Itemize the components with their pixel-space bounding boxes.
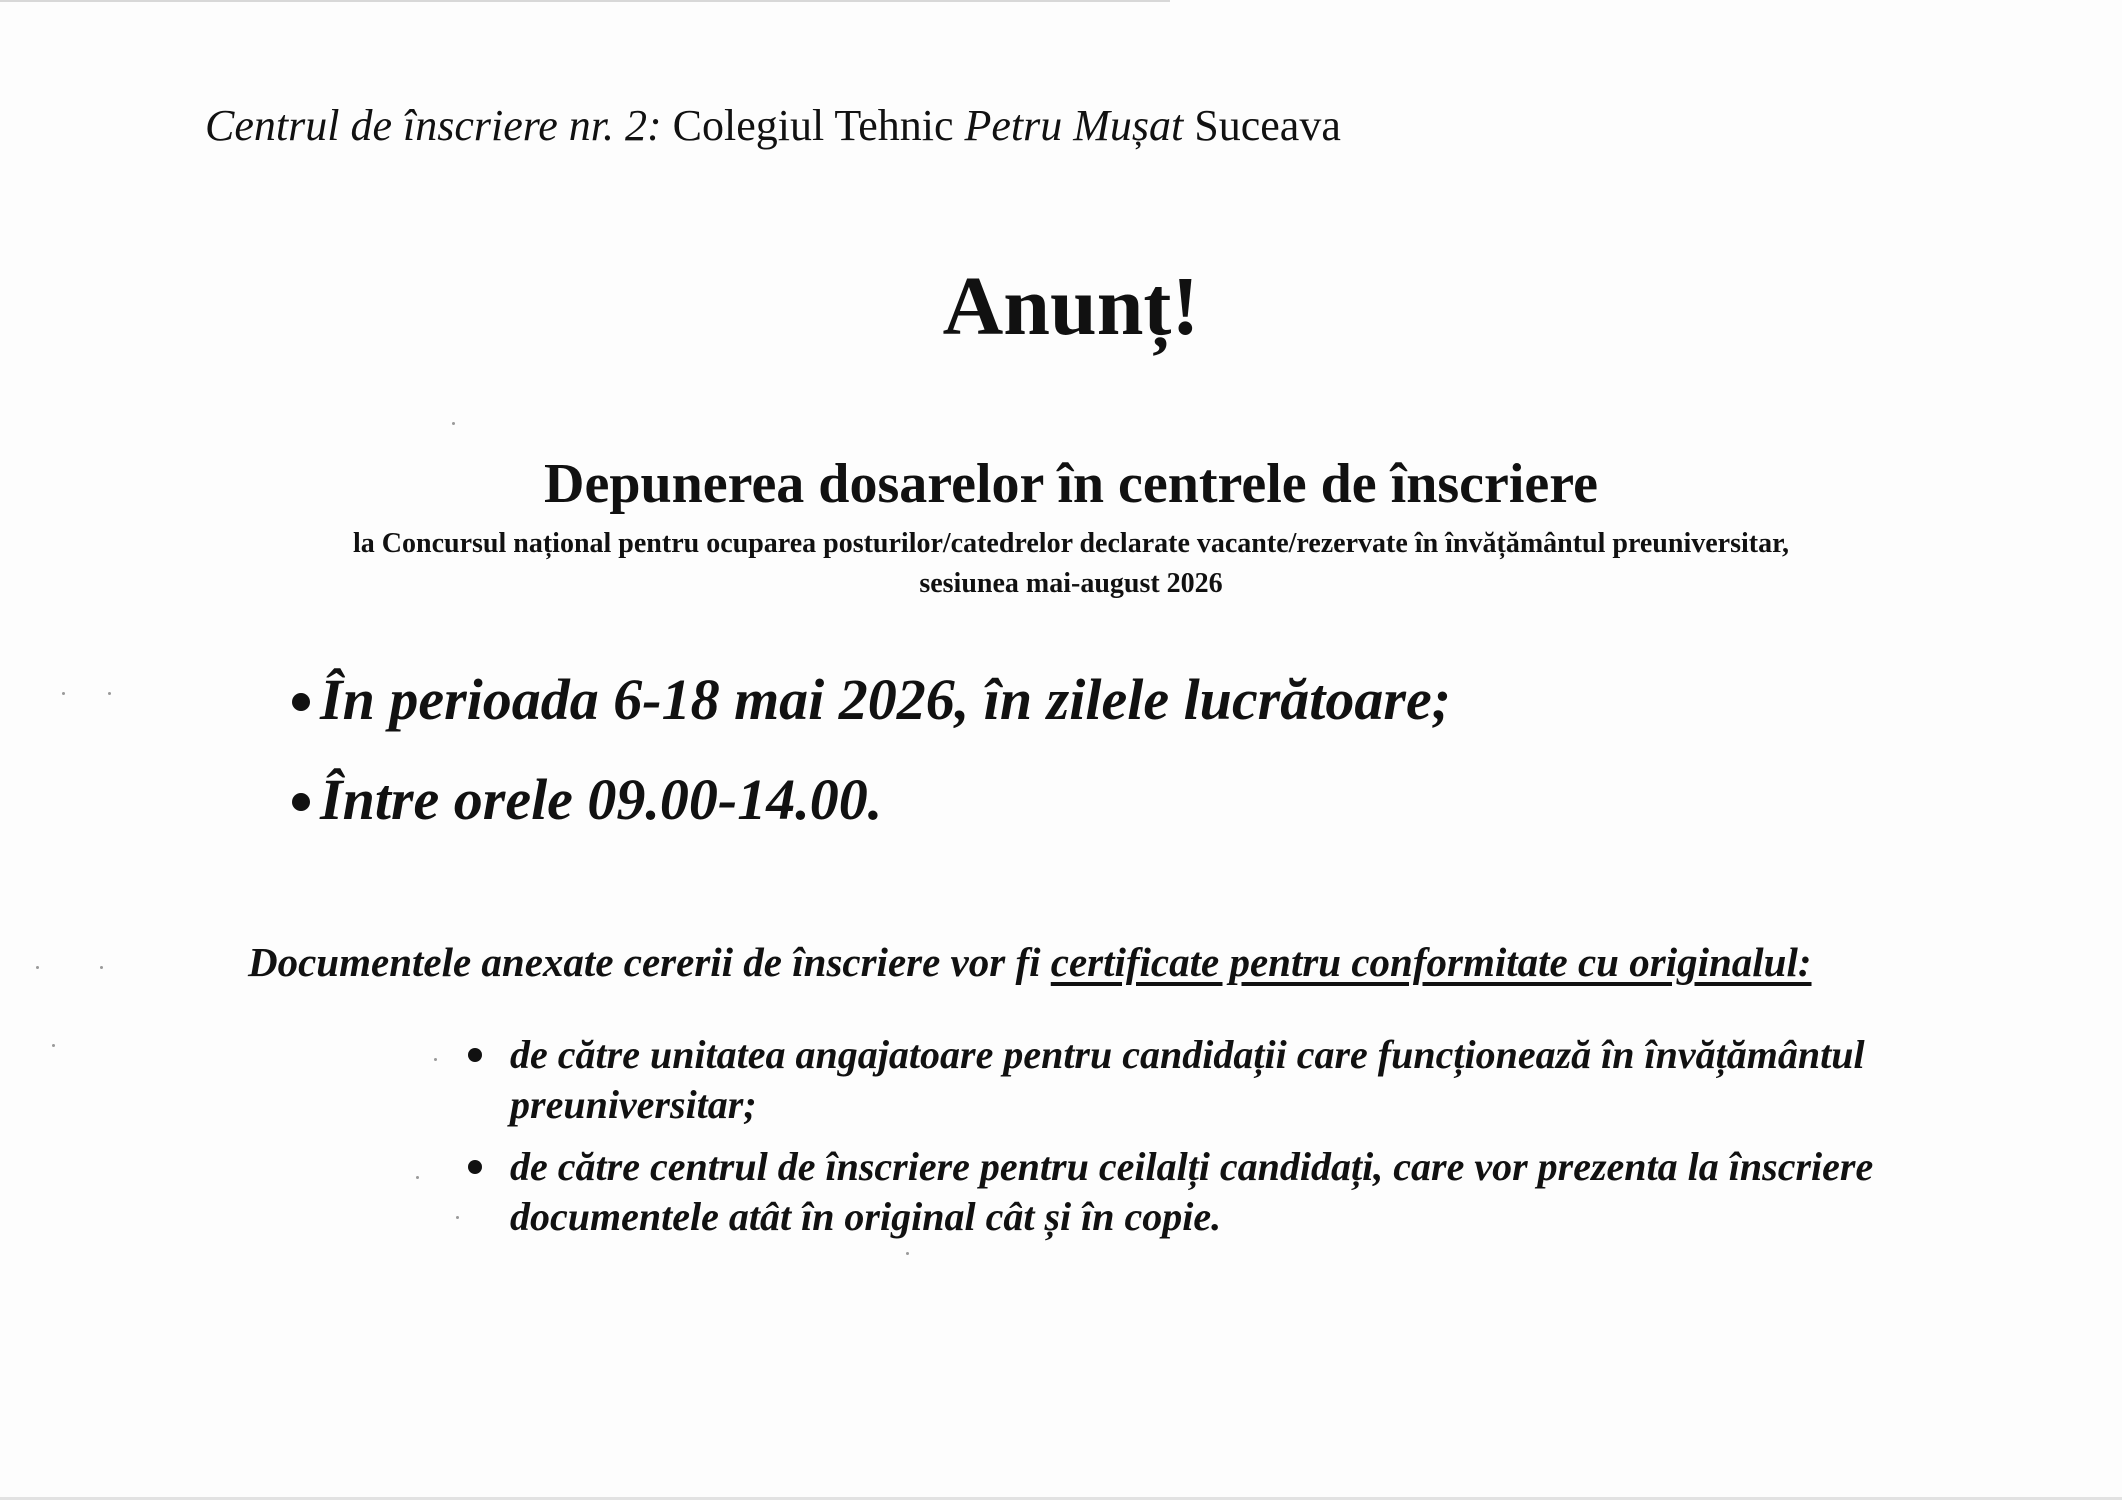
center-header [205, 100, 1341, 151]
session-line: sesiunea mai-august 2026 [919, 568, 1223, 599]
scan-speck [416, 1176, 419, 1179]
scan-edge-top [0, 0, 1170, 2]
scan-speck [452, 422, 455, 425]
contest-description: la Concursul național pentru ocuparea posturilor/catedrelor declarate vacante/rezervate în învățământul preuniversitar, [353, 528, 1789, 559]
schedule-period-text: În perioada 6-18 mai 2026, în zilele lucrătoare; [320, 667, 1451, 732]
school-name: Petru Mușat [964, 101, 1184, 150]
bullet-icon [468, 1048, 482, 1062]
certification-item-center [468, 1142, 2068, 1242]
scan-speck [906, 1252, 909, 1255]
bullet-icon [468, 1160, 482, 1174]
scan-speck [62, 692, 65, 695]
school-type: Colegiul Tehnic [672, 101, 954, 150]
bullet-icon [292, 793, 310, 811]
announcement-subtitle: Depunerea dosarelor în centrele de înscriere [544, 453, 1598, 515]
scan-speck [108, 692, 111, 695]
bullet-icon [292, 693, 310, 711]
schedule-hours-text: Între orele 09.00-14.00. [320, 767, 883, 832]
documents-certification: certificate pentru conformitate cu originalul: [1050, 939, 1812, 985]
documents-lead: Documentele anexate cererii de înscriere vor fi [248, 939, 1041, 985]
scan-speck [456, 1216, 459, 1219]
schedule-period [292, 650, 1451, 750]
certification-list [468, 1030, 2068, 1254]
documents-statement [248, 938, 1812, 986]
certification-item-text: de către centrul de înscriere pentru ceilalți candidați, care vor prezenta la înscriere documentele atât în original cât și în copie. [510, 1144, 1874, 1239]
certification-item-text: de către unitatea angajatoare pentru candidații care funcționează în învățământul preuniversitar; [510, 1032, 1865, 1127]
scan-speck [52, 1044, 55, 1047]
schedule-list [292, 650, 1451, 850]
city-name: Suceava [1194, 101, 1341, 150]
schedule-hours [292, 750, 1451, 850]
announcement-title: Anunț! [942, 260, 1200, 353]
scan-speck [100, 966, 103, 969]
scan-speck [36, 966, 39, 969]
scan-speck [434, 1058, 437, 1061]
center-number: Centrul de înscriere nr. 2: [205, 101, 662, 150]
certification-item-employer [468, 1030, 2068, 1130]
